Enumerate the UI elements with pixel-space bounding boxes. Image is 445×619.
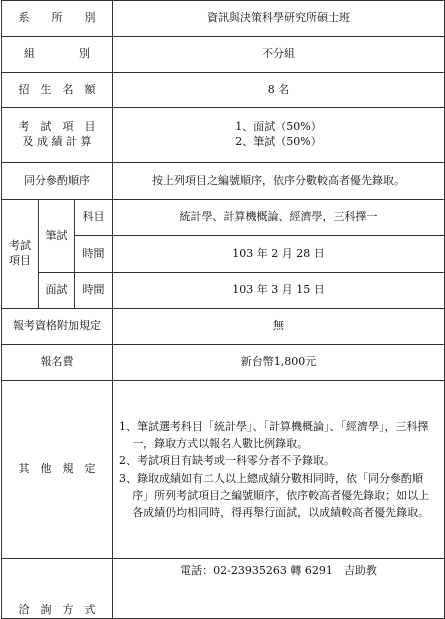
subjects-value	[113, 108, 445, 163]
subjects-item: 1、面試（50%）	[235, 120, 322, 134]
admission-table	[1, 0, 445, 619]
other-label: 其 他 規 定	[2, 381, 113, 559]
table-row	[2, 1, 445, 37]
fee-label: 報名費	[2, 345, 113, 381]
subjects-label	[2, 108, 113, 163]
tie-value: 按上列項目之編號順序，依序分數較高者優先錄取。	[113, 163, 445, 200]
table-row	[2, 73, 445, 108]
table-row	[2, 163, 445, 200]
table-row	[2, 345, 445, 381]
tie-label: 同分參酌順序	[2, 163, 113, 200]
written-date: 103 年 2 月 28 日	[113, 236, 445, 273]
note-item: 3、錄取成績如有二人以上總成績分數相同時，依「同分參酌順序」所列考試項目之編號順序，依序較高者優先錄取；如以上各成績仍均相同時，得再舉行面試，以成績較高者優先錄取。	[119, 471, 430, 519]
subjects-item: 2、筆試（50%）	[235, 135, 322, 148]
interview-label: 面試	[39, 273, 75, 309]
fee-value: 新台幣1,800元	[113, 345, 445, 381]
dept-label: 系 所 別	[2, 1, 113, 37]
group-label: 組 別	[2, 37, 113, 73]
table-row	[2, 108, 445, 163]
note-item: 2、考試項目有缺考或一科零分者不予錄取。	[119, 454, 335, 468]
table-row	[2, 273, 445, 309]
subject-label: 科目	[75, 200, 113, 236]
extra-label: 報考資格附加規定	[2, 309, 113, 345]
quota-value: 8 名	[113, 73, 445, 108]
written-label: 筆試	[39, 200, 75, 273]
exam-label: 考試項目	[2, 200, 39, 309]
table-row	[2, 559, 445, 619]
interview-date: 103 年 3 月 15 日	[113, 273, 445, 309]
extra-value: 無	[113, 309, 445, 345]
subjects-label-line: 及 成 績 計 算	[22, 135, 92, 148]
table-row	[2, 309, 445, 345]
group-value: 不分組	[113, 37, 445, 73]
interview-time-label: 時間	[75, 273, 113, 309]
table-row	[2, 200, 445, 236]
quota-label: 招 生 名 額	[2, 73, 113, 108]
time-label: 時間	[75, 236, 113, 273]
table-row	[2, 381, 445, 559]
written-subject: 統計學、計算機概論、經濟學，三科擇一	[113, 200, 445, 236]
table-row	[2, 37, 445, 73]
other-notes	[113, 381, 445, 559]
note-item: 1、筆試選考科目「統計學」、「計算機概論」、「經濟學」，三科擇一，錄取方式以報名人數比例錄取。	[119, 420, 429, 451]
subjects-label-line: 考 試 項 目	[18, 120, 96, 134]
contact-value: 電話：02-23935263 轉 6291 吉助教	[113, 559, 445, 619]
contact-label: 洽 詢 方 式	[2, 559, 113, 619]
dept-value: 資訊與決策科學研究所碩士班	[113, 1, 445, 37]
